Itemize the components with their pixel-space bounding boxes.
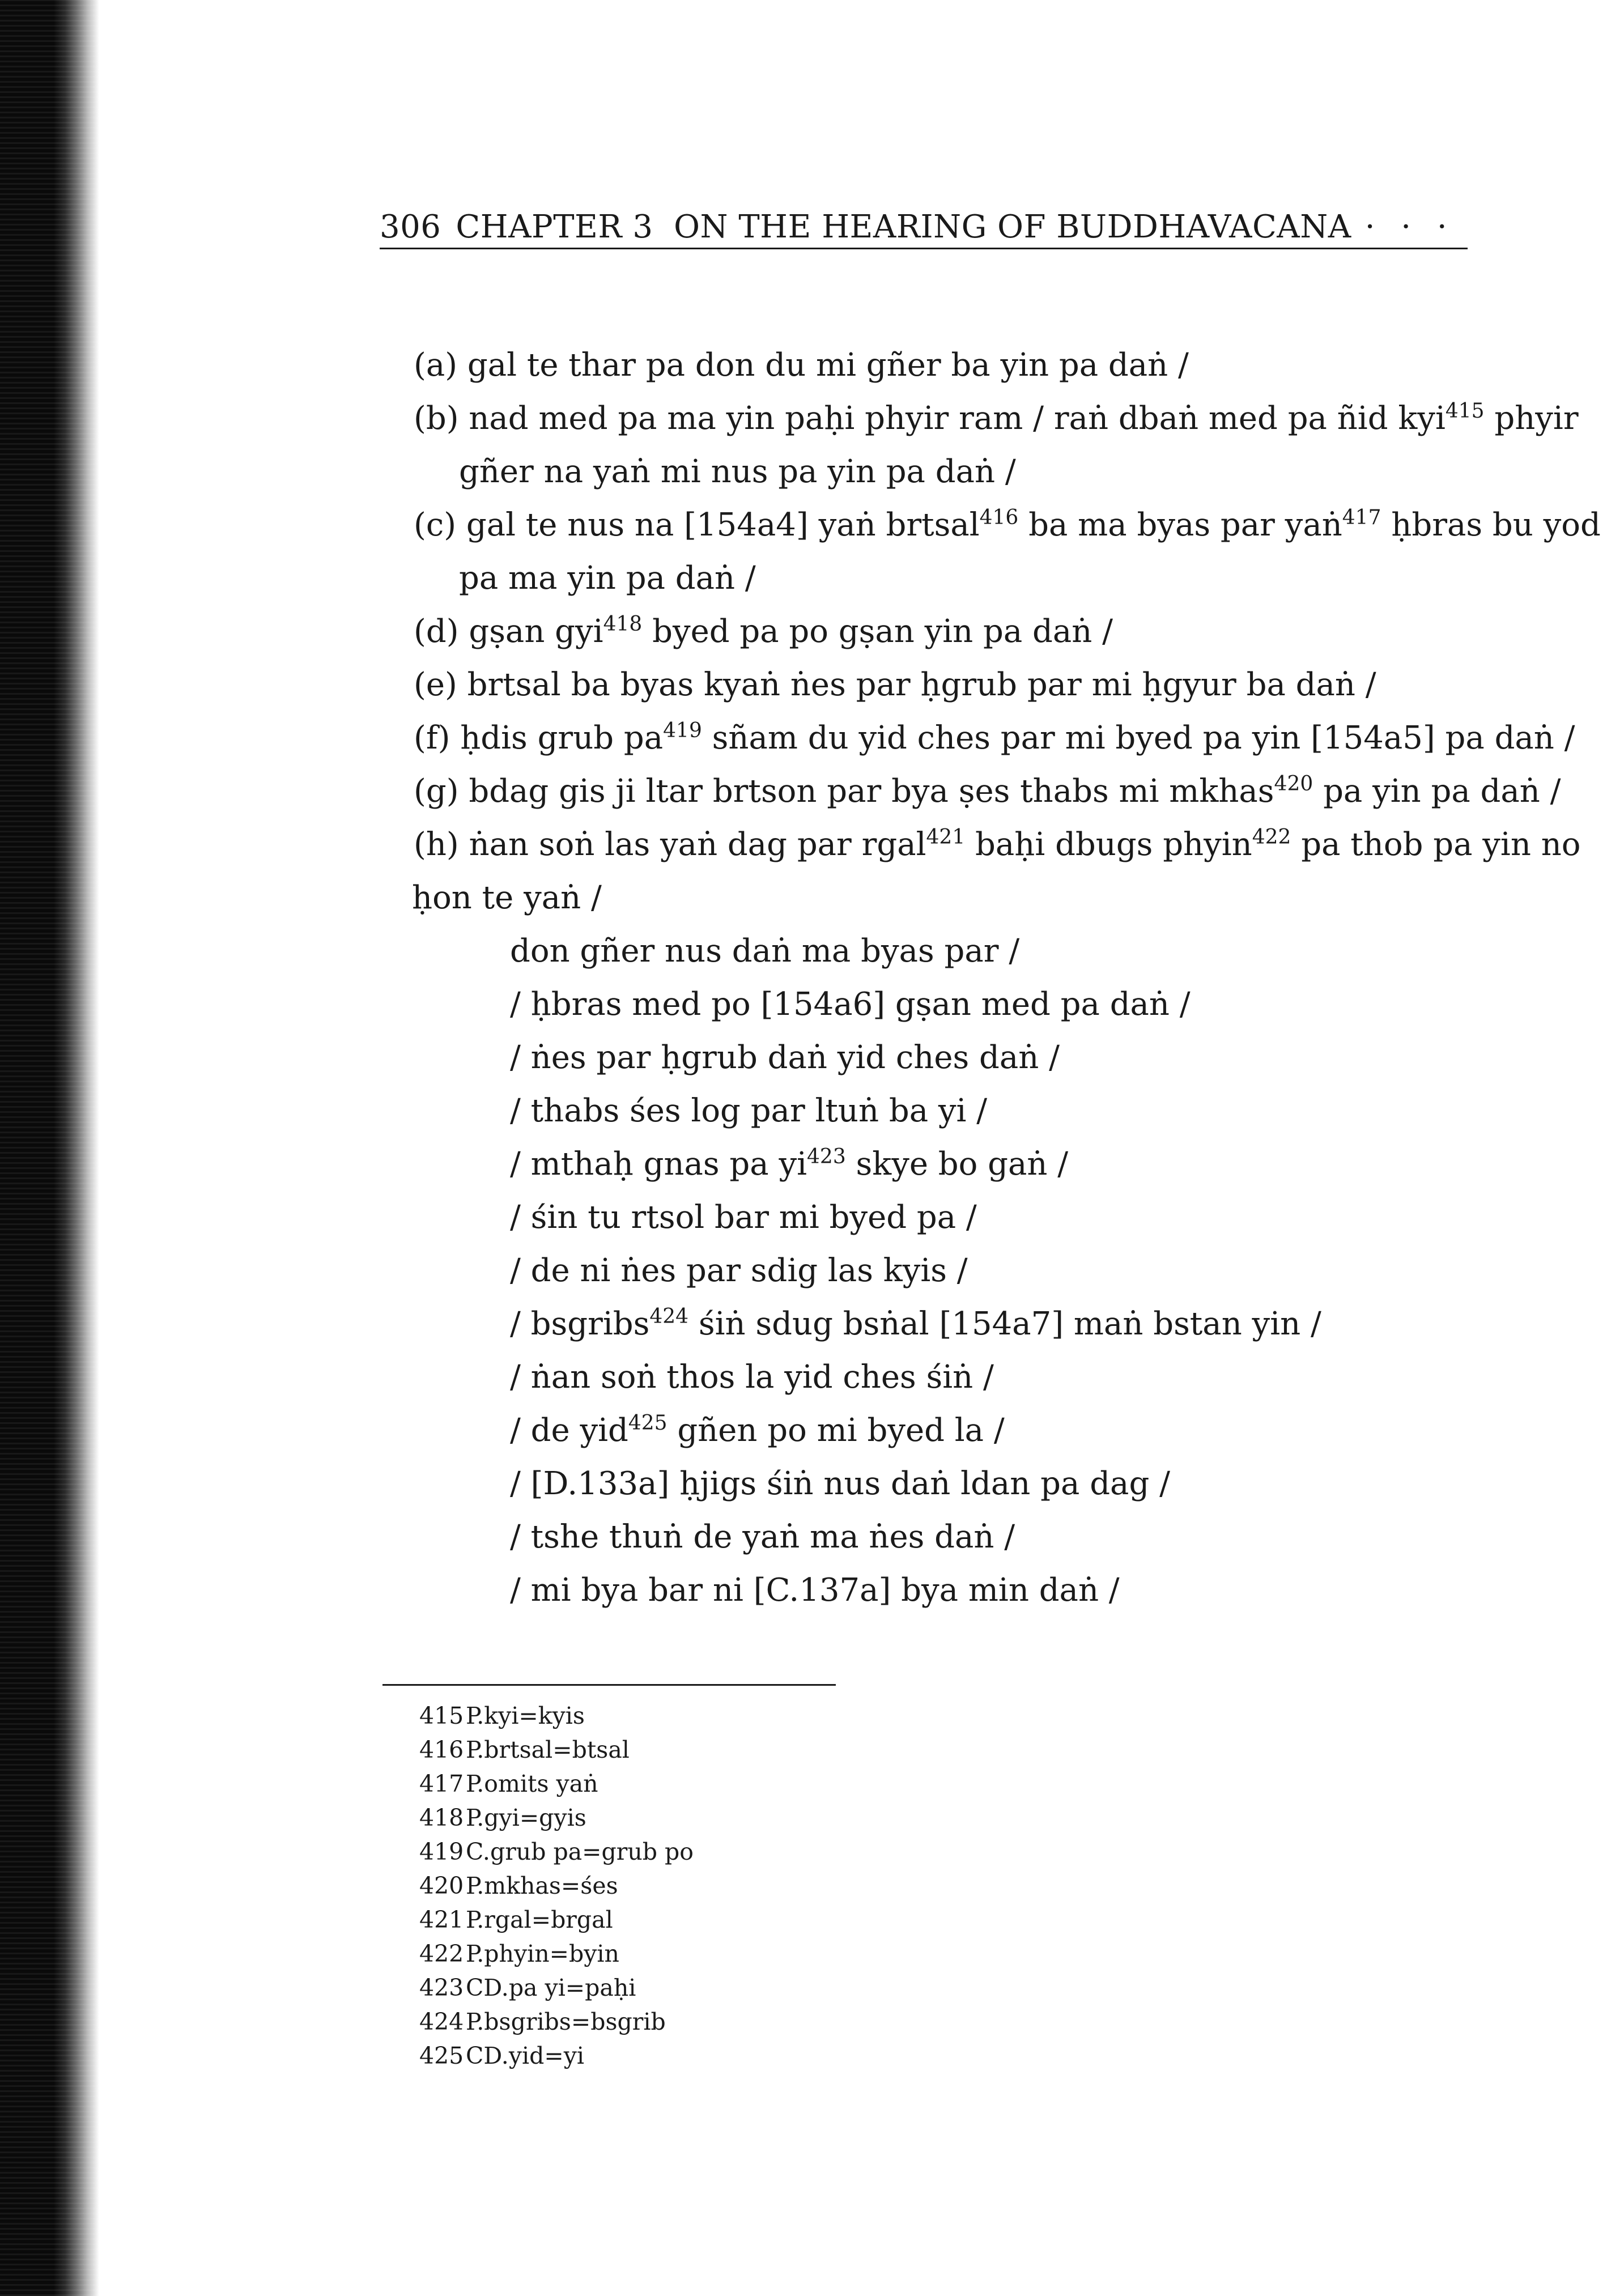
footnote: 419C.grub pa=grub po [419,1838,694,1865]
footnote: 417P.omits yaṅ [419,1770,598,1797]
verse-line: / thabs śes log par ltuṅ ba yi / [510,1092,988,1129]
footnote: 415P.kyi=kyis [419,1702,585,1729]
verse-line: / ṅes par ḥgrub daṅ yid ches daṅ / [510,1039,1060,1076]
footnote-ref[interactable]: 423 [807,1145,846,1168]
verse-line: / ḥbras med po [154a6] gṣan med pa daṅ / [510,986,1191,1023]
footnote: 418P.gyi=gyis [419,1804,586,1831]
footnote-ref[interactable]: 415 [1445,399,1485,423]
verse-line: don gñer nus daṅ ma byas par / [510,933,1020,970]
verse-line: / de yid$^{425}$ gñen po mi byed la / [510,1411,1005,1449]
footnote: 423CD.pa yi=paḥi [419,1974,636,2001]
verse-line: / de ni ṅes par sdig las kyis / [510,1252,968,1289]
text-line-c-cont: pa ma yin pa daṅ / [459,560,756,597]
footnote: 420P.mkhas=śes [419,1872,618,1899]
verse-line: / śin tu rtsol bar mi byed pa / [510,1199,977,1236]
verse-line: / bsgribs$^{424}$ śiṅ sdug bsṅal [154a7] maṅ bstan yin / [510,1305,1321,1342]
text-line-b-cont: gñer na yaṅ mi nus pa yin pa daṅ / [459,453,1016,490]
text-line-d: (d) gṣan gyi$^{418}$ byed pa po gṣan yin pa daṅ / [414,613,1113,650]
scan-binding-shadow [0,0,99,2296]
footnote-separator [382,1684,836,1686]
text-line-h-cont: ḥon te yaṅ / [412,879,602,916]
text-line-a: (a) gal te thar pa don du mi gñer ba yin pa daṅ / [414,347,1189,384]
verse-line: / ṅan soṅ thos la yid ches śiṅ / [510,1359,994,1396]
verse-line: / mi bya bar ni [C.137a] bya min daṅ / [510,1572,1120,1609]
footnote-ref[interactable]: 420 [1274,772,1313,796]
footnote: 424P.bsgribs=bsgrib [419,2008,666,2035]
verse-line: / [D.133a] ḥjigs śiṅ nus daṅ ldan pa dag / [510,1465,1170,1502]
footnote-ref[interactable]: 416 [979,506,1019,529]
footnote: 416P.brtsal=btsal [419,1736,630,1763]
header-dots: · · · [1364,209,1455,245]
text-line-f: (f) ḥdis grub $pa^{419}$ sñam du yid ches par mi byed pa yin [154a5] pa daṅ / [414,719,1575,756]
text-line-h: (h) ṅan soṅ las yaṅ dag par rgal$^{421}$ baḥi dbugs phyin$^{422}$ pa thob pa yin no [414,826,1581,863]
verse-line: / mthaḥ gnas pa $yi^{423}$ skye bo gaṅ / [510,1145,1069,1183]
footnote-ref[interactable]: 422 [1252,826,1291,849]
footnote-ref[interactable]: 425 [628,1411,668,1435]
footnote: 422P.phyin=byin [419,1940,619,1967]
text-line-g: (g) bdag gis ji ltar brtson par bya ṣes thabs mi mkhas$^{420}$ pa yin pa daṅ / [414,772,1561,810]
footnote-ref[interactable]: 418 [603,613,643,636]
text-line-e: (e) brtsal ba byas kyaṅ ṅes par ḥgrub par mi ḥgyur ba daṅ / [414,666,1376,703]
footnote-ref[interactable]: 419 [663,719,702,742]
footnote: 421P.rgal=brgal [419,1906,613,1933]
footnote-ref[interactable]: 421 [926,826,966,849]
text-line-c: (c) gal te nus na [154a4] yaṅ brtsal$^{416}$ ba ma byas par yaṅ$^{417}$ ḥbras bu yod [414,506,1601,543]
running-header [380,209,1468,249]
footnote: 425CD.yid=yi [419,2042,584,2069]
text-line-b: (b) nad med pa ma yin paḥi phyir ram / raṅ dbaṅ med pa ñid kyi$^{415}$ phyir [414,399,1579,437]
footnote-ref[interactable]: 424 [649,1305,689,1328]
main-text [412,339,1601,1617]
footnote-ref[interactable]: 417 [1342,506,1381,529]
page-number: 306 [380,209,441,245]
running-title: CHAPTER 3 ON THE HEARING OF BUDDHAVACANA [456,209,1351,245]
footnotes [419,1699,694,2073]
verse-line: / tshe thuṅ de yaṅ ma ṅes daṅ / [510,1519,1015,1555]
